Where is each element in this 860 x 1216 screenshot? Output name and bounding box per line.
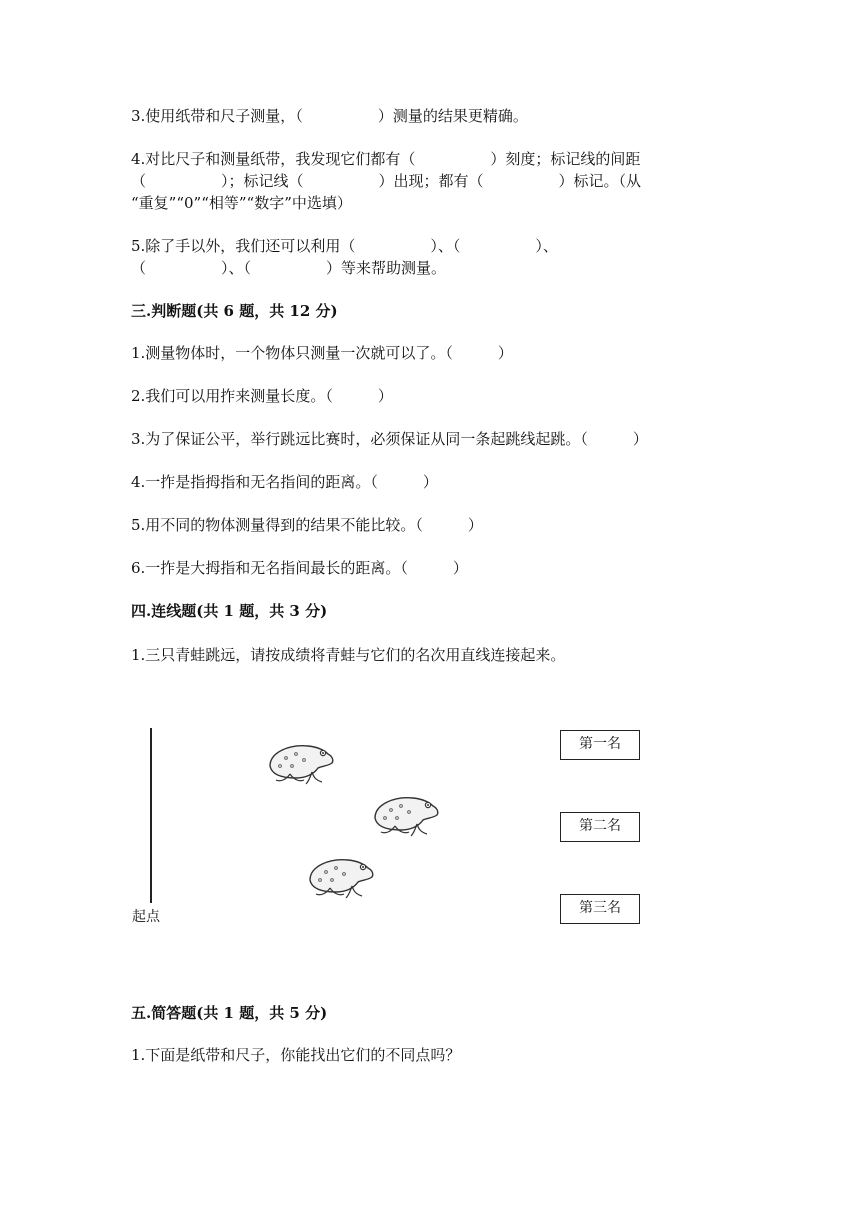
fill-in-question-4-line-1: 4.对比尺子和测量纸带，我发现它们都有（ ）刻度；标记线的间距 xyxy=(131,150,641,168)
match-section-heading: 四.连线题(共 1 题，共 3 分) xyxy=(131,602,328,620)
fill-in-question-5-line-2: （ ）、（ ）等来帮助测量。 xyxy=(131,259,447,277)
frog-jump-figure xyxy=(128,718,688,938)
judge-item-6: 6.一拃是大拇指和无名指间最长的距离。（ ） xyxy=(131,559,468,577)
frog-1-illustration[interactable] xyxy=(266,738,338,786)
judge-item-2: 2.我们可以用拃来测量长度。（ ） xyxy=(131,387,393,405)
judge-item-4: 4.一拃是指拇指和无名指间的距离。（ ） xyxy=(131,473,438,491)
frog-2-illustration[interactable] xyxy=(371,790,443,838)
start-label: 起点 xyxy=(132,909,160,925)
short-answer-section-heading: 五.简答题(共 1 题，共 5 分) xyxy=(131,1004,328,1022)
short-answer-question: 1.下面是纸带和尺子，你能找出它们的不同点吗？ xyxy=(131,1046,461,1064)
frog-3-illustration[interactable] xyxy=(306,852,378,900)
fill-in-question-3: 3.使用纸带和尺子测量，（ ）测量的结果更精确。 xyxy=(131,107,528,125)
rank-box-first[interactable]: 第一名 xyxy=(560,730,640,760)
fill-in-question-4-line-3: “重复”“0”“相等”“数字”中选填） xyxy=(131,194,352,212)
judge-section-heading: 三.判断题(共 6 题，共 12 分) xyxy=(131,302,338,320)
match-question: 1.三只青蛙跳远，请按成绩将青蛙与它们的名次用直线连接起来。 xyxy=(131,646,566,664)
rank-box-second[interactable]: 第二名 xyxy=(560,812,640,842)
judge-item-5: 5.用不同的物体测量得到的结果不能比较。（ ） xyxy=(131,516,483,534)
start-line xyxy=(150,728,152,903)
fill-in-question-5-line-1: 5.除了手以外，我们还可以利用（ ）、（ ）、 xyxy=(131,237,558,255)
judge-item-1: 1.测量物体时，一个物体只测量一次就可以了。（ ） xyxy=(131,344,513,362)
rank-box-third[interactable]: 第三名 xyxy=(560,894,640,924)
judge-item-3: 3.为了保证公平，举行跳远比赛时，必须保证从同一条起跳线起跳。（ ） xyxy=(131,430,648,448)
fill-in-question-4-line-2: （ ）；标记线（ ）出现；都有（ ）标记。（从 xyxy=(131,172,642,190)
